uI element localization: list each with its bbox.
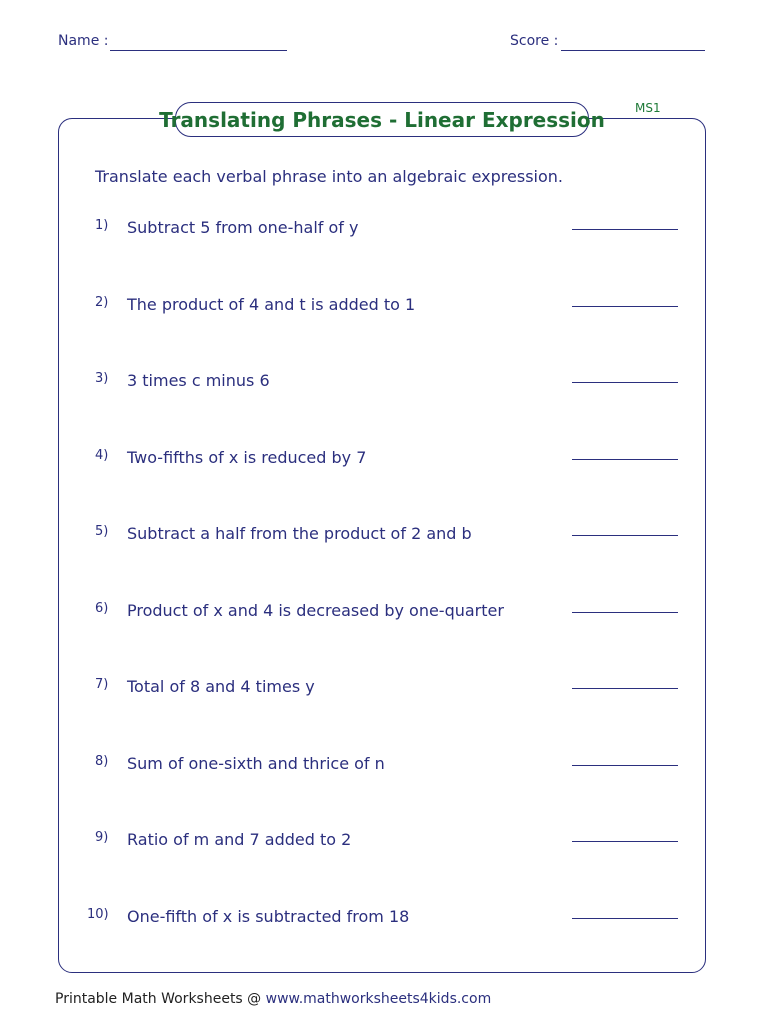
question-number: 4)	[95, 448, 109, 463]
question-number: 1)	[95, 218, 109, 233]
question-number: 5)	[95, 524, 109, 539]
question-item	[0, 677, 768, 707]
question-item	[0, 371, 768, 401]
answer-line[interactable]	[572, 612, 678, 613]
question-item	[0, 218, 768, 248]
question-text: Product of x and 4 is decreased by one-quarter	[127, 601, 504, 620]
question-number: 8)	[95, 754, 109, 769]
question-item	[0, 830, 768, 860]
question-text: One-fifth of x is subtracted from 18	[127, 907, 410, 926]
question-text: Ratio of m and 7 added to 2	[127, 830, 352, 849]
instruction-text: Translate each verbal phrase into an algebraic expression.	[95, 167, 564, 186]
question-text: 3 times c minus 6	[127, 371, 270, 390]
question-text: Sum of one-sixth and thrice of n	[127, 754, 385, 773]
answer-line[interactable]	[572, 306, 678, 307]
question-number: 2)	[95, 295, 109, 310]
footer	[55, 991, 491, 1007]
question-text: Subtract a half from the product of 2 and b	[127, 524, 472, 543]
question-number: 6)	[95, 601, 109, 616]
answer-line[interactable]	[572, 459, 678, 460]
answer-line[interactable]	[572, 918, 678, 919]
question-number: 3)	[95, 371, 109, 386]
question-item	[0, 295, 768, 325]
answer-line[interactable]	[572, 688, 678, 689]
question-item	[0, 448, 768, 478]
score-label: Score :	[510, 33, 559, 49]
worksheet-title: Translating Phrases - Linear Expression	[175, 102, 589, 137]
answer-line[interactable]	[572, 382, 678, 383]
name-field[interactable]	[110, 50, 287, 51]
worksheet-code: MS1	[635, 101, 661, 115]
answer-line[interactable]	[572, 535, 678, 536]
answer-line[interactable]	[572, 765, 678, 766]
footer-link[interactable]: www.mathworksheets4kids.com	[265, 991, 492, 1007]
score-field[interactable]	[561, 50, 705, 51]
question-text: Total of 8 and 4 times y	[127, 677, 315, 696]
question-text: Two-fifths of x is reduced by 7	[127, 448, 367, 467]
answer-line[interactable]	[572, 841, 678, 842]
name-label: Name :	[58, 33, 109, 49]
question-number: 10)	[87, 907, 109, 922]
question-text: The product of 4 and t is added to 1	[127, 295, 416, 314]
question-number: 9)	[95, 830, 109, 845]
question-item	[0, 907, 768, 937]
question-text: Subtract 5 from one-half of y	[127, 218, 359, 237]
question-item	[0, 754, 768, 784]
answer-line[interactable]	[572, 229, 678, 230]
question-number: 7)	[95, 677, 109, 692]
question-item	[0, 524, 768, 554]
footer-prefix: Printable Math Worksheets @	[55, 991, 262, 1007]
question-item	[0, 601, 768, 631]
